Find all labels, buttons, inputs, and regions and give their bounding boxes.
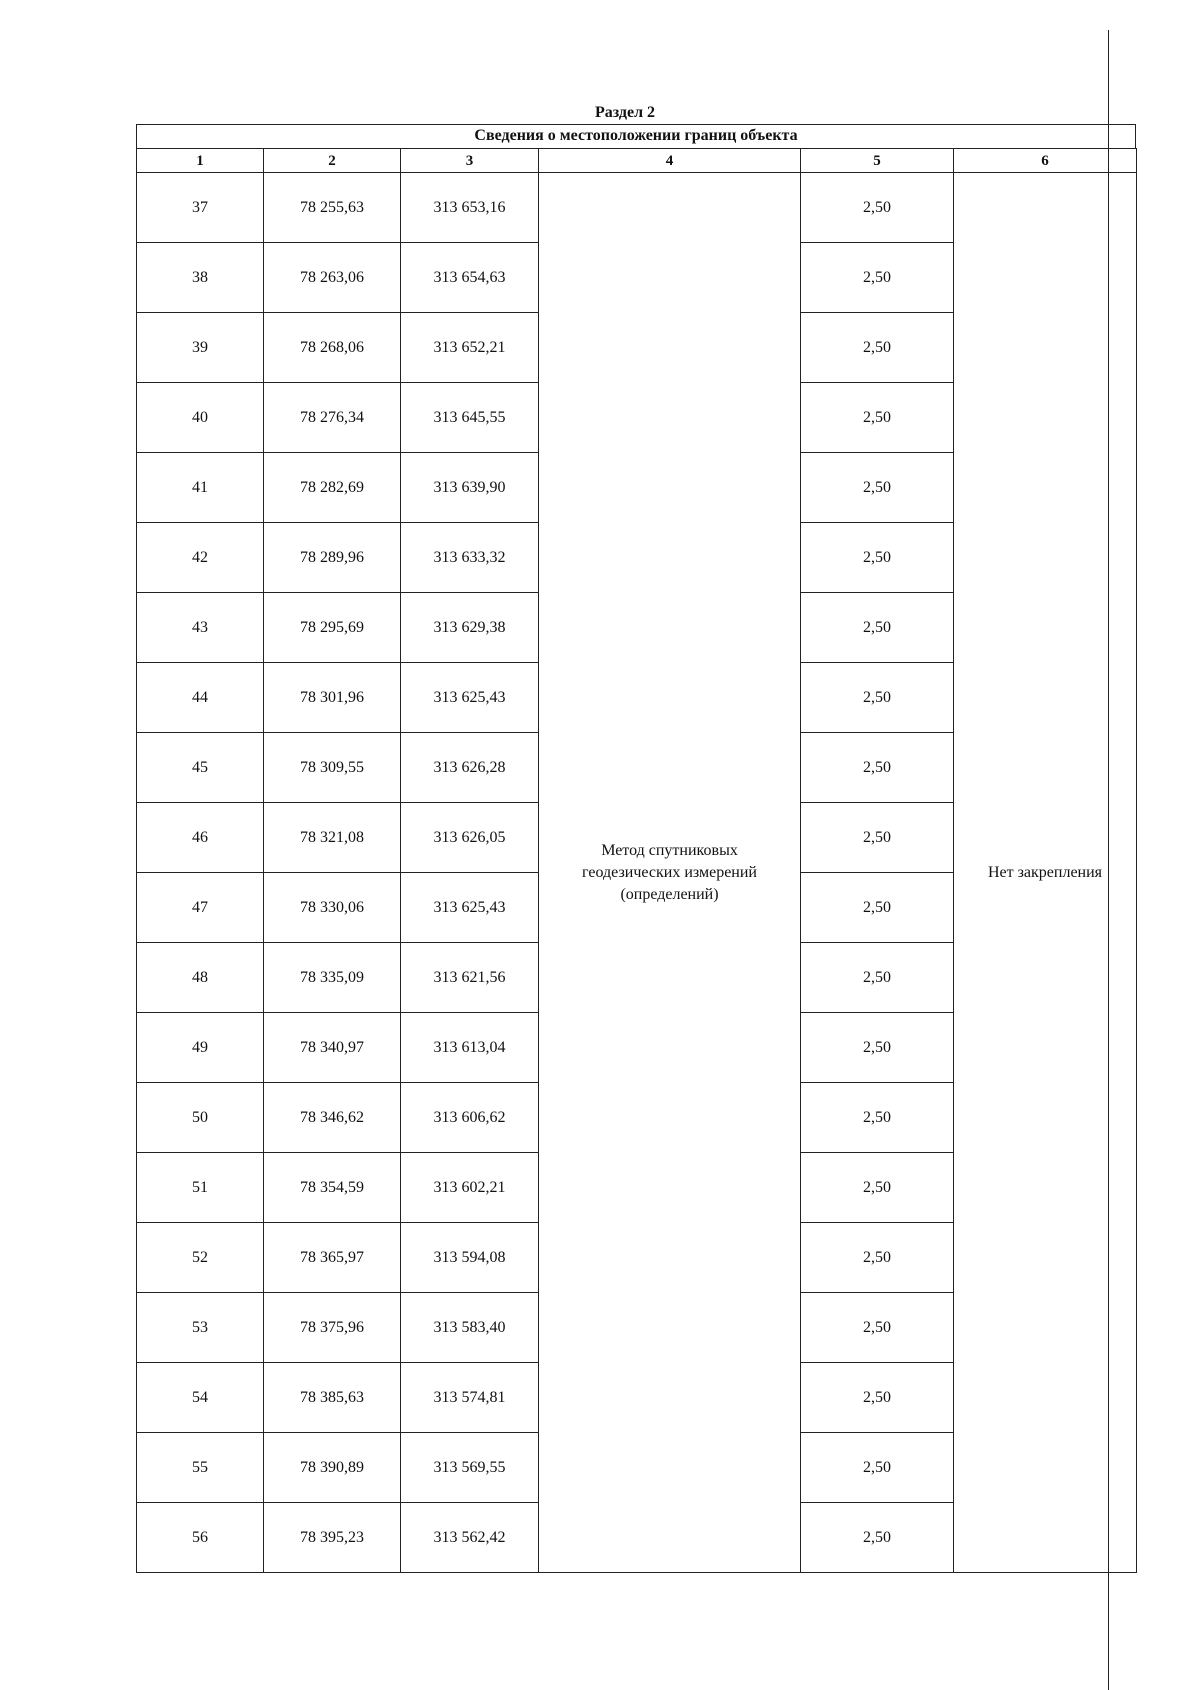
y-coordinate-cell: 313 613,04 bbox=[401, 1013, 539, 1083]
accuracy-cell: 2,50 bbox=[801, 1153, 954, 1223]
y-coordinate-cell: 313 652,21 bbox=[401, 313, 539, 383]
accuracy-cell: 2,50 bbox=[801, 733, 954, 803]
point-number-cell: 46 bbox=[137, 803, 264, 873]
point-number-cell: 39 bbox=[137, 313, 264, 383]
y-coordinate-cell: 313 625,43 bbox=[401, 663, 539, 733]
point-number-cell: 53 bbox=[137, 1293, 264, 1363]
method-line: геодезических измерений bbox=[582, 863, 757, 881]
point-number-cell: 38 bbox=[137, 243, 264, 313]
accuracy-cell: 2,50 bbox=[801, 453, 954, 523]
x-coordinate-cell: 78 390,89 bbox=[264, 1433, 401, 1503]
x-coordinate-cell: 78 385,63 bbox=[264, 1363, 401, 1433]
accuracy-cell: 2,50 bbox=[801, 1083, 954, 1153]
method-line: Метод спутниковых bbox=[601, 841, 738, 859]
method-line: (определений) bbox=[620, 885, 719, 903]
point-number-cell: 54 bbox=[137, 1363, 264, 1433]
y-coordinate-cell: 313 629,38 bbox=[401, 593, 539, 663]
x-coordinate-cell: 78 268,06 bbox=[264, 313, 401, 383]
column-number: 3 bbox=[401, 149, 539, 173]
x-coordinate-cell: 78 276,34 bbox=[264, 383, 401, 453]
boundary-table bbox=[136, 148, 1137, 1573]
x-coordinate-cell: 78 301,96 bbox=[264, 663, 401, 733]
y-coordinate-cell: 313 594,08 bbox=[401, 1223, 539, 1293]
x-coordinate-cell: 78 340,97 bbox=[264, 1013, 401, 1083]
accuracy-cell: 2,50 bbox=[801, 1433, 954, 1503]
point-number-cell: 48 bbox=[137, 943, 264, 1013]
accuracy-cell: 2,50 bbox=[801, 943, 954, 1013]
point-number-cell: 41 bbox=[137, 453, 264, 523]
y-coordinate-cell: 313 653,16 bbox=[401, 173, 539, 243]
point-number-cell: 40 bbox=[137, 383, 264, 453]
accuracy-cell: 2,50 bbox=[801, 1363, 954, 1433]
table-caption: Сведения о местоположении границ объекта bbox=[136, 124, 1136, 148]
accuracy-cell: 2,50 bbox=[801, 1013, 954, 1083]
method-cell bbox=[539, 173, 801, 1573]
x-coordinate-cell: 78 321,08 bbox=[264, 803, 401, 873]
accuracy-cell: 2,50 bbox=[801, 593, 954, 663]
x-coordinate-cell: 78 263,06 bbox=[264, 243, 401, 313]
point-number-cell: 50 bbox=[137, 1083, 264, 1153]
x-coordinate-cell: 78 365,97 bbox=[264, 1223, 401, 1293]
point-number-cell: 45 bbox=[137, 733, 264, 803]
accuracy-cell: 2,50 bbox=[801, 803, 954, 873]
x-coordinate-cell: 78 375,96 bbox=[264, 1293, 401, 1363]
y-coordinate-cell: 313 602,21 bbox=[401, 1153, 539, 1223]
point-number-cell: 44 bbox=[137, 663, 264, 733]
accuracy-cell: 2,50 bbox=[801, 1293, 954, 1363]
x-coordinate-cell: 78 346,62 bbox=[264, 1083, 401, 1153]
y-coordinate-cell: 313 583,40 bbox=[401, 1293, 539, 1363]
x-coordinate-cell: 78 330,06 bbox=[264, 873, 401, 943]
accuracy-cell: 2,50 bbox=[801, 173, 954, 243]
point-number-cell: 37 bbox=[137, 173, 264, 243]
accuracy-cell: 2,50 bbox=[801, 873, 954, 943]
point-number-cell: 51 bbox=[137, 1153, 264, 1223]
section-title: Раздел 2 bbox=[594, 104, 656, 121]
y-coordinate-cell: 313 633,32 bbox=[401, 523, 539, 593]
point-number-cell: 55 bbox=[137, 1433, 264, 1503]
point-number-cell: 52 bbox=[137, 1223, 264, 1293]
accuracy-cell: 2,50 bbox=[801, 243, 954, 313]
x-coordinate-cell: 78 255,63 bbox=[264, 173, 401, 243]
x-coordinate-cell: 78 295,69 bbox=[264, 593, 401, 663]
y-coordinate-cell: 313 606,62 bbox=[401, 1083, 539, 1153]
y-coordinate-cell: 313 621,56 bbox=[401, 943, 539, 1013]
x-coordinate-cell: 78 395,23 bbox=[264, 1503, 401, 1573]
accuracy-cell: 2,50 bbox=[801, 1503, 954, 1573]
x-coordinate-cell: 78 282,69 bbox=[264, 453, 401, 523]
column-number: 4 bbox=[539, 149, 801, 173]
column-number: 5 bbox=[801, 149, 954, 173]
point-number-cell: 49 bbox=[137, 1013, 264, 1083]
y-coordinate-cell: 313 654,63 bbox=[401, 243, 539, 313]
column-number: 6 bbox=[954, 149, 1137, 173]
point-number-cell: 47 bbox=[137, 873, 264, 943]
point-number-cell: 56 bbox=[137, 1503, 264, 1573]
accuracy-cell: 2,50 bbox=[801, 313, 954, 383]
y-coordinate-cell: 313 639,90 bbox=[401, 453, 539, 523]
point-number-cell: 43 bbox=[137, 593, 264, 663]
y-coordinate-cell: 313 569,55 bbox=[401, 1433, 539, 1503]
x-coordinate-cell: 78 289,96 bbox=[264, 523, 401, 593]
y-coordinate-cell: 313 625,43 bbox=[401, 873, 539, 943]
y-coordinate-cell: 313 574,81 bbox=[401, 1363, 539, 1433]
accuracy-cell: 2,50 bbox=[801, 523, 954, 593]
column-number-row bbox=[137, 149, 1137, 173]
accuracy-cell: 2,50 bbox=[801, 1223, 954, 1293]
x-coordinate-cell: 78 335,09 bbox=[264, 943, 401, 1013]
boundary-table-frame bbox=[136, 124, 1136, 1573]
y-coordinate-cell: 313 562,42 bbox=[401, 1503, 539, 1573]
fixation-cell: Нет закрепления bbox=[954, 173, 1137, 1573]
column-number: 1 bbox=[137, 149, 264, 173]
x-coordinate-cell: 78 354,59 bbox=[264, 1153, 401, 1223]
y-coordinate-cell: 313 645,55 bbox=[401, 383, 539, 453]
y-coordinate-cell: 313 626,28 bbox=[401, 733, 539, 803]
column-number: 2 bbox=[264, 149, 401, 173]
x-coordinate-cell: 78 309,55 bbox=[264, 733, 401, 803]
point-number-cell: 42 bbox=[137, 523, 264, 593]
accuracy-cell: 2,50 bbox=[801, 383, 954, 453]
accuracy-cell: 2,50 bbox=[801, 663, 954, 733]
table-row bbox=[137, 173, 1137, 243]
y-coordinate-cell: 313 626,05 bbox=[401, 803, 539, 873]
